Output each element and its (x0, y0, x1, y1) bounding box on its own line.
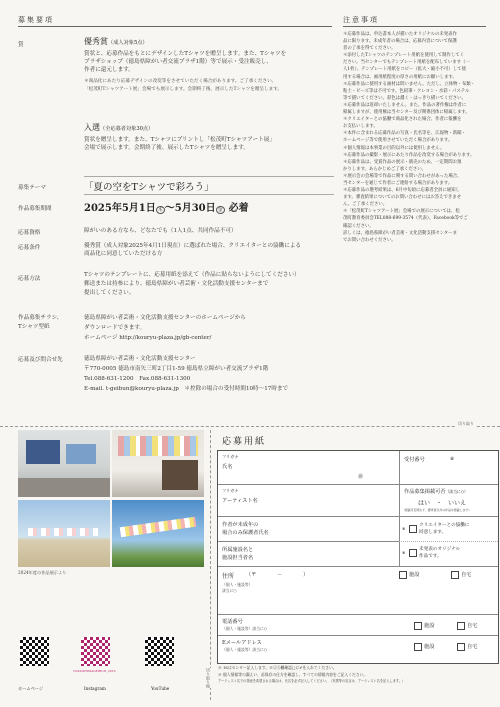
address-label: 住所 (222, 573, 235, 580)
qr-label-youtube: YouTube (151, 686, 170, 691)
facility-label-line: 施設担当者名 (222, 555, 254, 561)
reception-label: 受付番号 (404, 457, 425, 463)
note-line: ん。ご了承ください。 (343, 202, 388, 208)
condition-label: 応募条件 (18, 245, 41, 251)
original-mark: ※ (402, 550, 406, 555)
address-postal[interactable]: （〒 － ） (246, 572, 309, 578)
target-label: 応募資格 (18, 230, 41, 236)
publish-options[interactable]: はい ・ いいえ (418, 500, 467, 507)
phone-home-checkbox[interactable] (457, 622, 465, 630)
exhibit-photo (18, 430, 110, 497)
email-home-label: 自宅 (467, 644, 478, 650)
email-field[interactable] (278, 637, 394, 653)
address-sub2: 該当に○ (222, 588, 237, 593)
guardian-label (222, 521, 269, 537)
note-line: ＊添付したTシャツのテンプレート用紙を使用して制作してく (343, 53, 464, 59)
method-line: 郵送または持参により、徳島県障がい者芸術・文化活動支援センターまで (84, 281, 269, 287)
address-home-label: 自宅 (461, 572, 472, 578)
photo-panel (66, 444, 96, 464)
method-label: 応募方法 (18, 276, 41, 282)
consent-line: クリエイターとの協働に (419, 523, 470, 528)
guardian-field[interactable] (302, 518, 396, 540)
email-home-checkbox[interactable] (457, 643, 465, 651)
contact-text (84, 354, 288, 394)
award1-desc-line: 作者に還元します。 (84, 67, 134, 73)
phone-field[interactable] (278, 616, 394, 632)
form-footnotes (218, 665, 498, 685)
award2-name: 入選 (84, 123, 100, 132)
theme-rule-bottom (84, 194, 334, 195)
award1-heading (84, 36, 148, 47)
award1-desc-line: 賞状と、応募作品をもとにデザインしたTシャツを贈呈します。また、Tシャツを (84, 51, 287, 57)
template-line: ダウンロードできます。 (84, 325, 146, 331)
note-line: ＊個人情報は本事業の目的以外には使用しません。 (343, 145, 445, 151)
original-text (419, 546, 460, 560)
form-footnote: ※ 個人情報等の漏えい、苗保存の仕方を確認し、すべての情報内容をご記入ください。 (218, 671, 368, 677)
note-line: ＊クリエイターとの協働で商品化された場合、作者に報酬を (343, 117, 462, 123)
qr-tag: TOKUSHIMAGEIBUN_2016 (73, 669, 116, 673)
reception-note: ※ (450, 456, 455, 462)
form-title: 応募用紙 (222, 437, 267, 447)
award1-desc-line: プラザショップ（徳島県障がい者交流プラザ1階）等で展示・受注販売し、 (84, 59, 272, 65)
note-line: 確認ください。 (343, 223, 374, 229)
beach-photo (18, 500, 110, 567)
qr-label-homepage: ホームページ (18, 686, 44, 691)
phone-facility-checkbox[interactable] (414, 622, 422, 630)
photo-panel (26, 440, 60, 464)
furigana-label: フリガナ (222, 454, 239, 459)
template-label (18, 314, 62, 332)
sky-photo (112, 500, 204, 567)
award1-notes (84, 78, 282, 94)
note-line: でお問い合わせください。 (343, 237, 396, 243)
award2-desc-line: 賞状を贈呈します。また、Tシャツにプリントし「松茂町Tシャツアート展」 (84, 137, 275, 143)
notes-rule (343, 26, 486, 27)
address-facility-checkbox[interactable] (399, 571, 407, 579)
notes-title: 注意事項 (343, 16, 379, 24)
phone-label: 電話番号 (222, 619, 243, 625)
consent-line: 同意します。 (419, 530, 447, 535)
photo-shirts (118, 436, 198, 456)
name-label: 氏名 (222, 464, 233, 470)
contact-phone: Tel.088-631-1200 Fax.088-631-1300 (84, 376, 191, 382)
award2-heading (84, 122, 153, 133)
note-line: 詳しくは、徳島県障がい者芸術・文化活動支援センターま (343, 230, 457, 236)
publish-note: （該当に○） (445, 489, 468, 494)
phone-sub: （個人・施設等）該当に○ (222, 626, 268, 631)
artist-furigana-label: フリガナ (222, 488, 239, 493)
fold-label: 切り取り線 (206, 668, 211, 688)
theme-label: 募集テーマ (18, 185, 46, 191)
award1-note: ＊商品化にあたり応募デザインの改変等をさせていただく場合があります。ご了承ください。 (84, 79, 277, 84)
form-footnote: ※ 16はセンター記入します。※②⑤欄確認□に✔を入れてください。 (218, 665, 337, 670)
form-row-line (218, 484, 498, 485)
period-day1: 木 (157, 207, 163, 213)
contact-org: 徳島県障がい者芸術・文化活動支援センター (84, 356, 196, 362)
artist-field[interactable] (272, 487, 396, 515)
method-text (84, 271, 300, 298)
section-title: 募集要項 (18, 16, 54, 24)
note-line: ださい。当センターでもテンプレート用紙を配布しています（一 (343, 60, 470, 66)
exhibit-photo (112, 430, 204, 497)
method-line: Tシャツのテンプレートに、応募用紙を添えて（作品に貼らないようにしてください） (84, 272, 300, 278)
note-line: 粘土・ビーズ等は不可です。色鉛筆・クレヨン・水彩・パステル (343, 88, 470, 94)
award1-name: 優秀賞 (84, 37, 108, 46)
form-divider (399, 451, 400, 484)
email-facility-checkbox[interactable] (414, 643, 422, 651)
phone-facility-label: 施設 (424, 623, 435, 629)
note-line: ＊応募作品の撮影・展示にあたり作品を改変する場合があります。 (343, 152, 475, 158)
note-line: お支払いします。 (343, 124, 378, 130)
cut-line (0, 426, 500, 427)
contact-label: 応募及び問合せ先 (18, 357, 63, 363)
email-label: Eメールアドレス (222, 640, 262, 646)
qr-youtube[interactable] (145, 637, 174, 666)
address-sub1: （個人・施設等） (222, 582, 253, 587)
condition-text (84, 242, 301, 258)
award2-desc (84, 136, 275, 152)
condition-line: 商品化に同意していただける方 (84, 251, 163, 257)
period-end: 必着 (228, 203, 249, 214)
period-text (84, 199, 249, 214)
award2-count: （全応募者対象30点） (100, 126, 154, 132)
facility-label (222, 546, 253, 562)
homepage-link[interactable]: ホームページ http://kouryu-plaza.jp/gb-center/ (84, 335, 212, 341)
note-line: 人1枚）。テンプレート用紙をコピー（拡大・縮小不可）して使 (343, 67, 466, 73)
award1-count: （成人対象5点） (108, 40, 148, 46)
form-footnote: アーティスト名での発表を希望される場合は、氏名を必ず記入してください。（実質等の宣言は、アーティスト名を記入します。） (218, 679, 406, 683)
award1-note: 「松茂町Tシャツアート展」会場でも展示します。会期終了後、展示したTシャツを贈呈します。 (84, 87, 283, 92)
guardian-label-line: 作者が未成年の (222, 522, 259, 528)
facility-field[interactable] (302, 543, 396, 565)
note-line: 帰属しますが、使用権は当センター及び関係団体に帰属します。 (343, 110, 470, 116)
original-line: 未発表のオリジナル (419, 547, 461, 552)
photo-shirts-line (120, 517, 197, 537)
template-label-line: 作品募集チラシ、 (18, 315, 63, 321)
note-line: 茂町教育委員会TEL088-699-3574（代表）、Facebook等でご (343, 216, 468, 222)
notes-body (343, 31, 489, 244)
contact-address: 〒770-0005 徳島市南矢三町2丁目1-59 徳島県立障がい者交流プラザ1階 (84, 366, 269, 372)
method-line: 提出してください。 (84, 290, 135, 296)
phone-home-label: 自宅 (467, 623, 478, 629)
original-checkbox[interactable] (409, 549, 417, 557)
vertical-cut-line (210, 430, 211, 700)
consent-text (419, 522, 469, 536)
template-label-line: Tシャツ型紙 (18, 324, 50, 330)
publish-sub: （掲載可否問わず、優秀賞以外の作品を掲載します） (402, 508, 472, 512)
note-line: ＊応募作品に使用する画材は問いません。ただし、立体物・布類・ (343, 81, 475, 87)
name-field[interactable] (272, 453, 396, 483)
theme-text: 「夏の空をTシャツで彩ろう」 (84, 182, 214, 193)
email-sub: （個人・施設等）該当に○ (222, 647, 268, 652)
period-day2: 金 (217, 207, 223, 213)
form-divider (399, 484, 400, 516)
form-row-line (218, 541, 399, 542)
cut-label: 切り取り (458, 421, 474, 426)
photo-shelf (162, 460, 198, 490)
note-line: 当センターを通じて作者にご連絡する場合があります。 (343, 180, 453, 186)
form-row-line (218, 566, 498, 567)
note-line: 品に限ります。未成年者の場合は、応募内容について保護 (343, 39, 457, 45)
note-line: ＊応募作品は、受賞作品の展示・販売のため、一定期間お預 (343, 159, 462, 165)
address-facility-label: 施設 (409, 572, 420, 578)
note-line: 用する場合は、画用紙程度の厚さの用紙にお願いします。 (343, 74, 457, 80)
award1-desc (84, 50, 334, 74)
original-line: 作品です。 (419, 554, 442, 559)
note-line: 者の了承を得てください。 (343, 46, 396, 52)
form-row-line (218, 614, 498, 615)
artist-label: アーティスト名 (222, 498, 258, 504)
address-field[interactable] (258, 579, 448, 609)
template-text (84, 313, 246, 343)
seal-mark: ㊞ (358, 474, 364, 480)
qr-instagram[interactable] (81, 637, 110, 666)
guardian-label-line: 場合のみ保護者氏名 (222, 530, 269, 536)
qr-homepage[interactable] (20, 637, 49, 666)
note-line: ＊応募作品の選考結果は、6月中旬頃に応募者全員に通知し (343, 188, 460, 194)
note-line: ます。審査結果についてのお問い合わせにはお答えできませ (343, 195, 462, 201)
form-row-line (218, 635, 498, 636)
address-home-checkbox[interactable] (451, 571, 459, 579)
photo-shirts-line (28, 528, 98, 536)
note-line: 等で描いてください。彩色は濃く・はっきり描いてください。 (343, 95, 466, 101)
award-label: 賞 (18, 42, 24, 48)
condition-line: 優秀賞（成人対象2025年4月1日現在）に選ばれた場合、クリエイターとの協働による (84, 243, 302, 249)
form-row-line (218, 516, 498, 517)
note-line: ＊応募作品は返却いたしません。また、作品の著作権は作者に (343, 102, 467, 108)
period-label: 作品募集期間 (18, 206, 52, 212)
contact-email[interactable]: E-mail. t-geibun@kouryu-plaza.jp ＊控除の場合の受付時間10時〜17時まで (84, 386, 289, 392)
note-line: ＊「松茂町Tシャツアート展」会場での展示については、松 (343, 209, 460, 215)
photo-caption: 2024年度の作品展示より (18, 570, 67, 575)
award2-desc-line: 会場で展示します。会期終了後、展示したTシャツを贈呈します。 (84, 145, 249, 151)
note-line: ＊本件に含まれる応募作品の写真・氏名等を、広報物・新聞・ (343, 131, 466, 137)
qr-label-instagram: Instagram (84, 686, 106, 691)
note-line: ＊応募作品は、申込書本人が描いたオリジナルの未発表作 (343, 32, 457, 37)
form-row-line (399, 541, 498, 542)
consent-mark: ※ (402, 526, 406, 531)
note-line: かりします。あらかじめご了承ください。 (343, 166, 427, 172)
consent-checkbox[interactable] (409, 525, 417, 533)
application-form (217, 450, 499, 664)
email-facility-label: 施設 (424, 644, 435, 650)
publish-label-text: 作品募集掲載可否 (404, 489, 446, 495)
note-line: ホームページ等で使用させていただく場合があります。 (343, 138, 453, 144)
facility-label-line: 所属施設名と (222, 547, 254, 553)
theme-rule-top (84, 176, 334, 177)
section-rule (18, 26, 332, 27)
template-line: 徳島県障がい者芸術・文化活動支援センターのホームページから (84, 315, 246, 321)
publish-label (404, 488, 468, 495)
note-line: ＊展示会の会場等で作品に関する問い合わせがあった場合、 (343, 173, 462, 179)
period-sep: 〜5月30日 (164, 203, 216, 214)
period-start: 2025年5月1日 (84, 203, 156, 214)
photo-floor (18, 478, 110, 497)
target-text: 障がいのある方なら、どなたでも（1人1点、共同作品不可） (84, 228, 237, 234)
